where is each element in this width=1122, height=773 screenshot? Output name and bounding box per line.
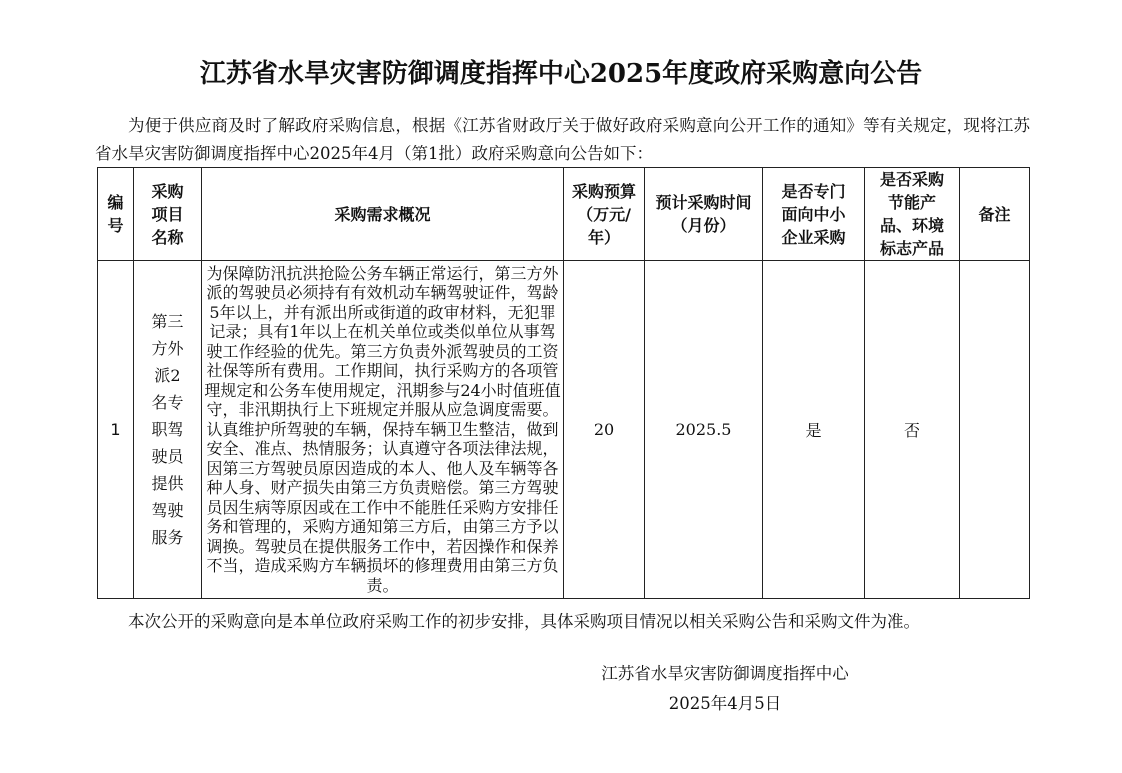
issue-date: 2025年4月5日 [668, 694, 782, 713]
header-note [960, 168, 1030, 261]
issuer-name: 江苏省水旱灾害防御调度指挥中心 [601, 664, 849, 683]
closing-paragraph: 本次公开的采购意向是本单位政府采购工作的初步安排，具体采购项目情况以相关采购公告和采购文件为准。 [128, 612, 920, 631]
cell-note [960, 261, 1030, 599]
document-title: 江苏省水旱灾害防御调度指挥中心2025年度政府采购意向公告 [199, 59, 923, 89]
header-budget [564, 168, 645, 261]
header-desc-label: 采购需求概况 [334, 204, 431, 224]
cell-eco: 否 [865, 261, 960, 599]
header-sme [763, 168, 865, 261]
cell-name [134, 261, 202, 599]
table-header-row [98, 168, 1030, 261]
cell-no: 1 [98, 261, 134, 599]
header-note-label: 备注 [978, 204, 1011, 224]
header-no [98, 168, 134, 261]
cell-time: 2025.5 [645, 261, 763, 599]
header-time-label: 预计采购时间（月份） [655, 193, 752, 235]
cell-name-text: 第三方外派2名专职驾驶员提供驾驶服务 [151, 312, 184, 547]
header-no-label: 编号 [107, 193, 124, 235]
header-name-label: 采购项目名称 [151, 181, 184, 247]
header-budget-label: 采购预算（万元/年） [571, 181, 636, 247]
cell-sme: 是 [763, 261, 865, 599]
table-row [98, 261, 1030, 599]
cell-budget: 20 [564, 261, 645, 599]
header-desc [202, 168, 564, 261]
intro-paragraph: 为便于供应商及时了解政府采购信息，根据《江苏省财政厅关于做好政府采购意向公开工作的通知》等有关规定，现将江苏省水旱灾害防御调度指挥中心2025年4月（第1批）政府采购意向公告如下： [95, 116, 1030, 163]
procurement-table [97, 167, 1030, 599]
header-eco [865, 168, 960, 261]
cell-desc: 为保障防汛抗洪抢险公务车辆正常运行，第三方外派的驾驶员必须持有有效机动车辆驾驶证件，驾龄5年以上，并有派出所或街道的政审材料，无犯罪记录；具有1年以上在机关单位或类似单位从事驾驶工作经验的优先。第三方负责外派驾驶员的工资社保等所有费用。工作期间，执行采购方的各项管理规定和公务车使用规定，汛期参与24小时值班值守，非汛期执行上下班规定并服从应急调度需要。认真维护所驾驶的车辆，保持车辆卫生整洁，做到安全、准点、热情服务；认真遵守各项法律法规，因第三方驾驶员原因造成的本人、他人及车辆等各种人身、财产损失由第三方负责赔偿。第三方驾驶员因生病等原因或在工作中不能胜任采购方安排任务和管理的，采购方通知第三方后，由第三方予以调换。驾驶员在提供服务工作中，若因操作和保养不当，造成采购方车辆损坏的修理费用由第三方负责。 [202, 261, 564, 599]
header-eco-label: 是否采购节能产品、环境标志产品 [879, 170, 944, 258]
header-time [645, 168, 763, 261]
header-sme-label: 是否专门面向中小企业采购 [781, 181, 846, 247]
header-name [134, 168, 202, 261]
